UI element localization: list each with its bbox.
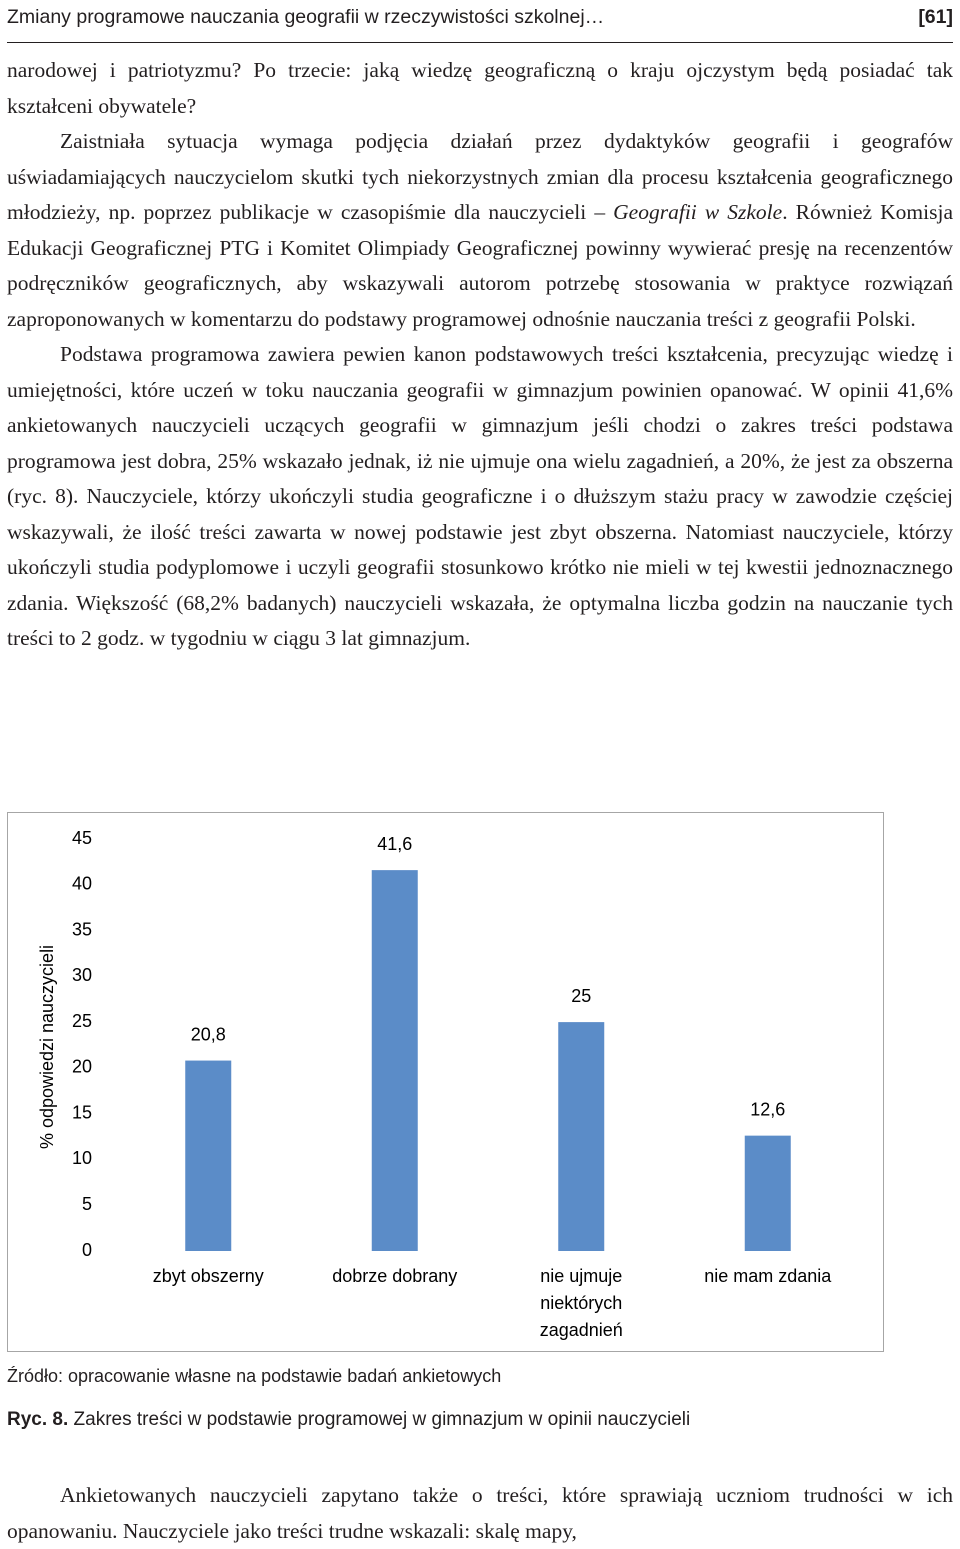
- y-tick-label: 15: [71, 1102, 92, 1123]
- y-tick-label: 30: [71, 965, 92, 986]
- paragraph-1: narodowej i patriotyzmu? Po trzecie: jaką wiedzę geograficzną o kraju ojczystym będą posiadać tak kształceni obywatele?: [7, 58, 953, 118]
- running-title: Zmiany programowe nauczania geografii w rzeczywistości szkolnej…: [7, 6, 605, 28]
- y-tick-label: 20: [71, 1056, 92, 1077]
- bar: [558, 1022, 604, 1251]
- data-label: 25: [571, 985, 592, 1006]
- y-tick-label: 5: [81, 1193, 92, 1214]
- bar-chart: [7, 812, 884, 1352]
- bar: [745, 1136, 791, 1251]
- y-tick-label: 40: [71, 873, 92, 894]
- figure-source: Źródło: opracowanie własne na podstawie badań ankietowych: [7, 1366, 502, 1386]
- data-label: 41,6: [377, 833, 413, 854]
- paragraph-3: Podstawa programowa zawiera pewien kanon podstawowych treści kształcenia, precyzując wiedzę i umiejętności, które uczeń w toku nauczania geografii w gimnazjum powinien opanować. W opinii 41,6% ankietowanych nauczycieli uczących geografii w gimnazjum jeśli chodzi o zakres treści podstawa programowa jest dobra, 25% wskazało jednak, iż nie ujmuje ona wielu zagadnień, a 20%, że jest za obszerna (ryc. 8). Nauczyciele, którzy ukończyli studia geograficzne i o dłuższym stażu pracy w zawodzie częściej wskazywali, że ilość treści zawarta w nowej podstawie jest zbyt obszerna. Natomiast nauczyciele, którzy ukończyli studia podyplomowe i uczyli geografii stosunkowo krótko nie mieli w tej kwestii jednoznacznego zdania. Większość (68,2% badanych) nauczycieli wskazała, że optymalna liczba godzin na nauczanie tych treści to 2 godz. w tygodniu w ciągu 3 lat gimnazjum.: [7, 342, 953, 650]
- paragraph-2: [7, 124, 953, 337]
- x-tick-label: nie mam zdania: [704, 1265, 832, 1286]
- x-tick-label: zagadnień: [539, 1319, 623, 1340]
- y-tick-label: 0: [81, 1239, 92, 1260]
- paragraph-2-end: . Również Komisja Edukacji Geograficznej PTG i Komitet Olimpiady Geograficznej powinny wywierać presję na recenzentów podręczników geograficznych, aby wskazywali autorom potrzebę stosowania w praktyce rozwiązań zaproponowanych w komentarzu do podstawy programowej odnośnie nauczania treści z geografii Polski.: [7, 200, 953, 331]
- body-text-top: [7, 53, 953, 657]
- paragraph-4: Ankietowanych nauczycieli zapytano także o treści, które sprawiają uczniom trudności w ich opanowaniu. Nauczyciele jako treści trudne wskazali: skalę mapy,: [7, 1483, 953, 1543]
- bar-chart-svg: [8, 813, 885, 1353]
- journal-title: Geografii w Szkole: [613, 200, 783, 224]
- data-label: 20,8: [190, 1024, 226, 1045]
- figure-caption-text: Zakres treści w podstawie programowej w gimnazjum w opinii nauczycieli: [68, 1409, 691, 1430]
- body-text-bottom: [7, 1478, 953, 1549]
- y-axis-label: % odpowiedzi nauczycieli: [36, 944, 57, 1150]
- bar: [185, 1061, 231, 1251]
- figure-label: Ryc. 8.: [7, 1409, 69, 1430]
- page-header: [7, 0, 953, 43]
- x-tick-label: niektórych: [540, 1292, 623, 1313]
- y-tick-label: 25: [71, 1010, 92, 1031]
- y-tick-label: 10: [71, 1148, 92, 1169]
- y-tick-label: 35: [71, 919, 92, 940]
- x-tick-label: dobrze dobrany: [332, 1265, 458, 1286]
- paragraph-2-start: Zaistniała sytuacja wymaga podjęcia działań przez dydaktyków geografii i geografów uświadamiających nauczycielom skutki tych niekorzystnych zmian dla procesu kształcenia geograficznego młodzieży, np. poprzez publikacje w czasopiśmie dla nauczycieli –: [7, 129, 953, 224]
- y-tick-label: 45: [71, 827, 92, 848]
- bar: [372, 870, 418, 1251]
- page-number: [61]: [918, 6, 953, 28]
- x-tick-label: nie ujmuje: [540, 1265, 623, 1286]
- figure-caption: [7, 1409, 690, 1431]
- x-tick-label: zbyt obszerny: [152, 1265, 264, 1286]
- data-label: 12,6: [750, 1099, 786, 1120]
